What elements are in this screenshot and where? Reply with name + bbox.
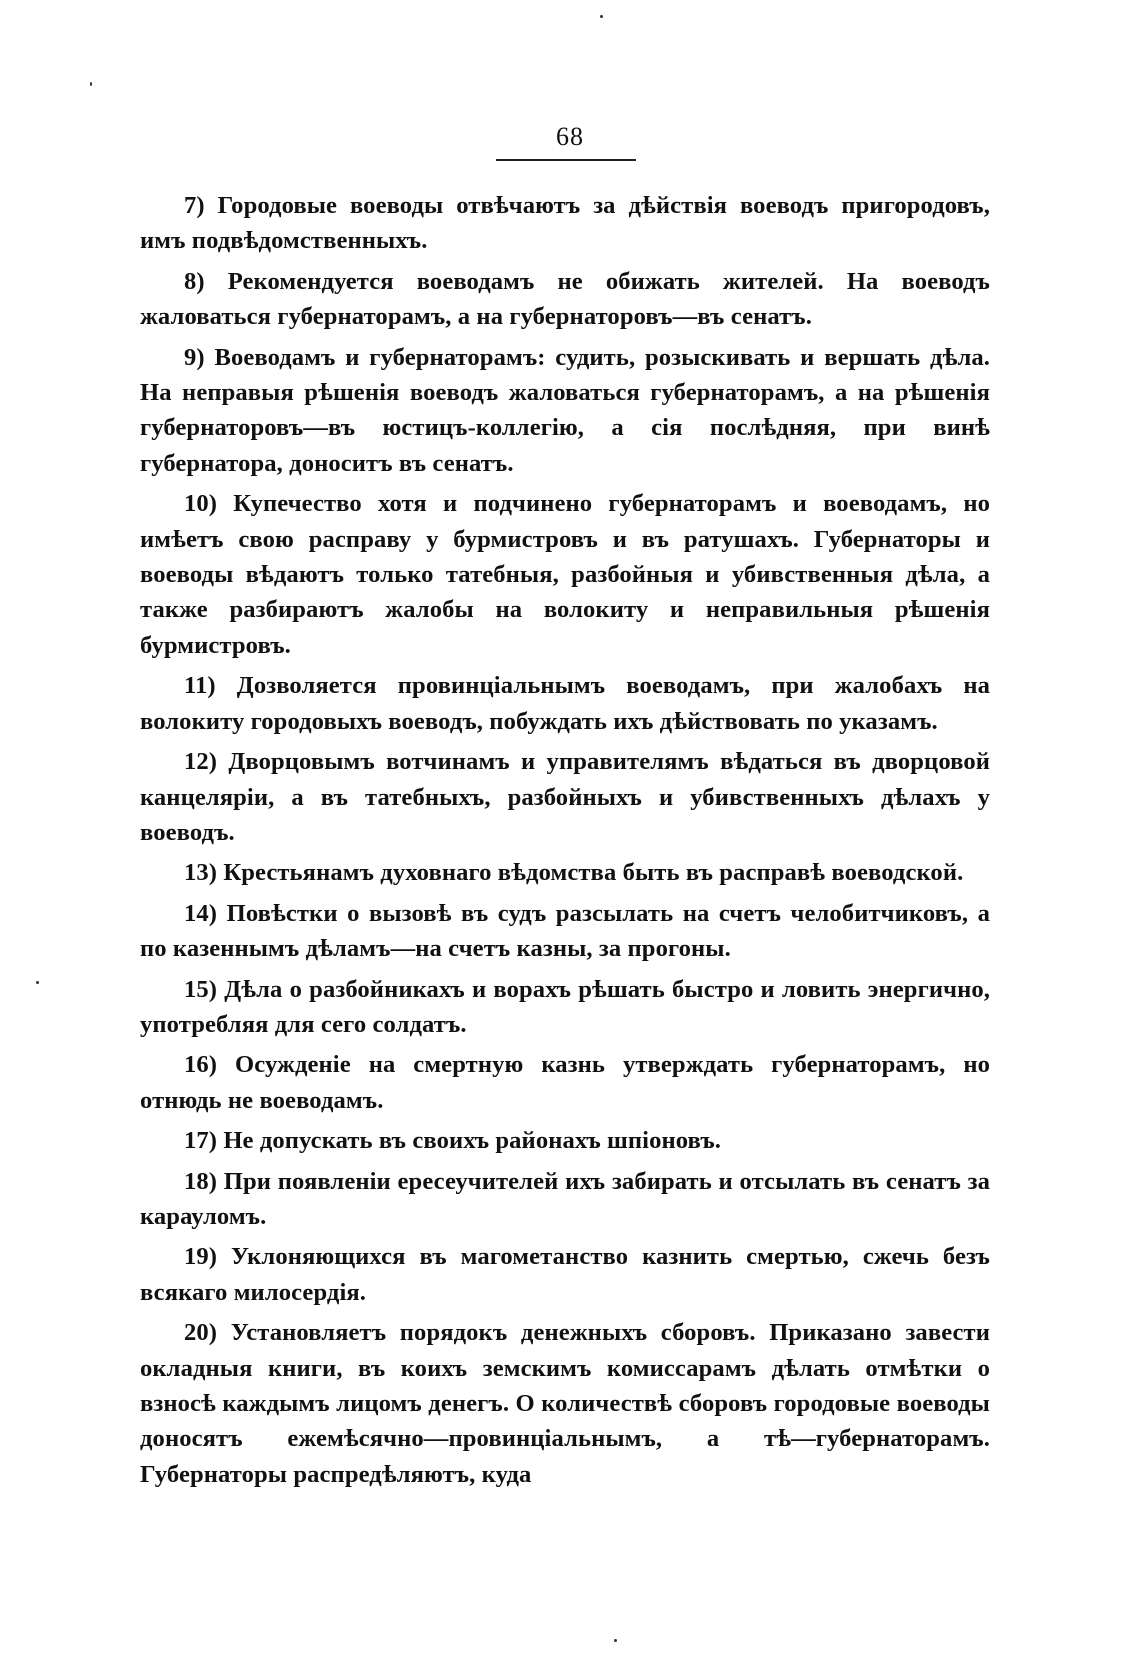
paragraph-13: 13) Крестьянамъ духовнаго вѣдомства быть въ расправѣ воеводской. xyxy=(184,859,964,887)
paragraph-11: 11) Дозволяется провинціальнымъ воеводамъ, при жалобахъ на волокиту городовыхъ воеводъ, побуждать ихъ дѣйствовать по указамъ. xyxy=(140,672,990,735)
scan-speck xyxy=(614,1639,617,1642)
paragraph-19: 19) Уклоняющихся въ магометанство казнить смертью, сжечь безъ всякаго милосердія. xyxy=(140,1243,990,1306)
paragraph-12: 12) Дворцовымъ вотчинамъ и управителямъ вѣдаться въ дворцовой канцеляріи, а въ татебныхъ, разбойныхъ и убивственныхъ дѣлахъ у воеводъ. xyxy=(140,748,990,846)
page-number-rule xyxy=(496,159,636,161)
page-number: 68 xyxy=(556,122,584,151)
paragraph-10: 10) Купечество хотя и подчинено губернаторамъ и воеводамъ, но имѣетъ свою расправу у бурмистровъ и въ ратушахъ. Губернаторы и воеводы вѣдаютъ только татебныя, разбойныя и убивственныя дѣла, а также разбираютъ жалобы на волокиту и неправильныя рѣшенія бурмистровъ. xyxy=(140,490,990,659)
paragraph-17: 17) Не допускать въ своихъ районахъ шпіоновъ. xyxy=(184,1127,722,1155)
paragraph-18: 18) При появленіи ересеучителей ихъ забирать и отсылать въ сенатъ за карауломъ. xyxy=(140,1167,990,1230)
paragraph-7: 7) Городовые воеводы отвѣчаютъ за дѣйствія воеводъ пригородовъ, имъ подвѣдомственныхъ. xyxy=(140,192,990,255)
paragraph-15: 15) Дѣла о разбойникахъ и ворахъ рѣшать быстро и ловить энергично, употребляя для сего солдатъ. xyxy=(140,975,990,1038)
scan-speck xyxy=(36,981,39,984)
scan-speck xyxy=(600,15,603,18)
paragraph-9: 9) Воеводамъ и губернаторамъ: судить, розыскивать и вершать дѣла. На неправыя рѣшенія воеводъ жаловаться губернаторамъ, а на рѣшенія губернаторовъ—въ юстицъ-коллегію, а сія послѣдняя, при винѣ губернатора, доноситъ въ сенатъ. xyxy=(140,343,990,477)
paragraph-20: 20) Установляетъ порядокъ денежныхъ сборовъ. Приказано завести окладныя книги, въ коихъ земскимъ комиссарамъ дѣлать отмѣтки о взносѣ каждымъ лицомъ денегъ. О количествѣ сборовъ городовые воеводы доносятъ ежемѣсячно—провинціальнымъ, а тѣ—губернаторамъ. Губернаторы распредѣляютъ, куда xyxy=(140,1319,990,1488)
paragraph-8: 8) Рекомендуется воеводамъ не обижать жителей. На воеводъ жаловаться губернаторамъ, а на губернаторовъ—въ сенатъ. xyxy=(140,267,990,331)
paragraph-16: 16) Осужденіе на смертную казнь утверждать губернаторамъ, но отнюдь не воеводамъ. xyxy=(140,1051,990,1114)
scan-speck xyxy=(90,82,92,86)
body-text xyxy=(140,188,990,1497)
paragraph-14: 14) Повѣстки о вызовѣ въ судъ разсылать на счетъ челобитчиковъ, а по казеннымъ дѣламъ—на счетъ казны, за прогоны. xyxy=(140,899,990,963)
